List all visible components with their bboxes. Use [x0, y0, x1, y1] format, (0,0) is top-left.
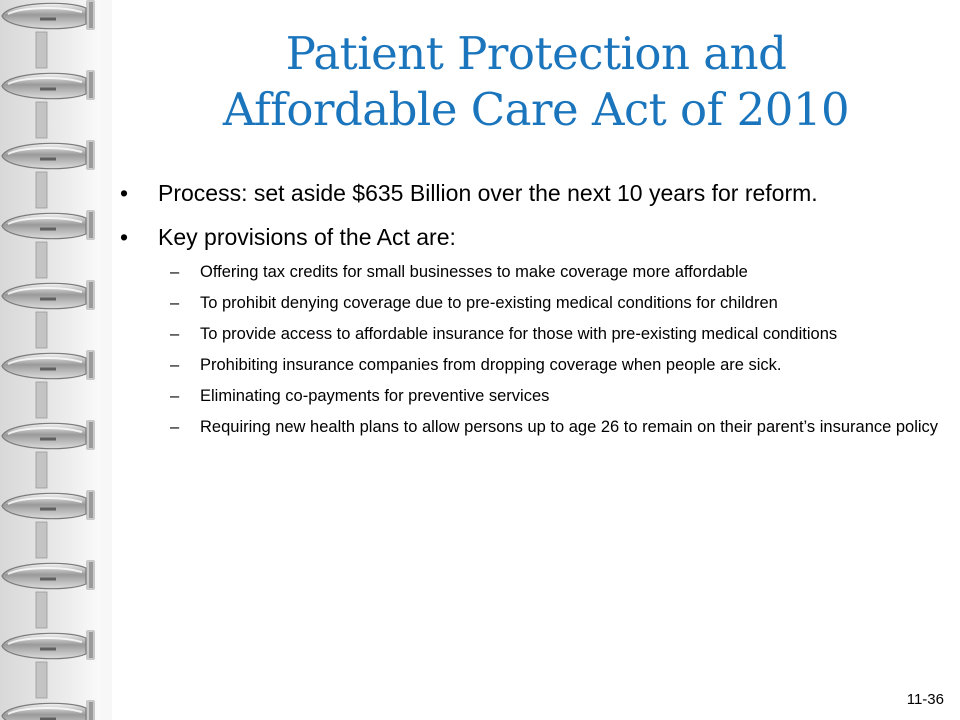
slide-content: [118, 178, 948, 448]
slide-title: [112, 26, 960, 138]
provisions-list: [118, 262, 948, 438]
sub-bullet-marker: –: [170, 325, 180, 343]
slide-page-number: 11-36: [906, 691, 944, 708]
slide-title-line-1: Patient Protection and: [285, 27, 787, 80]
provision-text: Offering tax credits for small businesses to make coverage more affordable: [200, 263, 748, 281]
bullet-text: Process: set aside $635 Billion over the next 10 years for reform.: [158, 180, 818, 206]
provision-text: To prohibit denying coverage due to pre-existing medical conditions for children: [200, 294, 778, 312]
spiral-binding-icon: [0, 0, 112, 720]
provision-item: [118, 293, 948, 314]
sub-bullet-marker: –: [170, 418, 180, 436]
provision-text: Requiring new health plans to allow persons up to age 26 to remain on their parent’s insurance policy: [200, 418, 939, 436]
bullet-text: Key provisions of the Act are:: [158, 224, 456, 250]
sub-bullet-marker: –: [170, 356, 180, 374]
slide-title-line-2: Affordable Care Act of 2010: [222, 83, 850, 136]
provision-item: [118, 386, 948, 407]
bullet-process: [118, 178, 948, 208]
bullet-marker: •: [120, 224, 129, 250]
provision-item: [118, 355, 948, 376]
provision-item: [118, 417, 948, 438]
bullet-key-provisions: [118, 222, 948, 252]
provision-text: Eliminating co-payments for preventive services: [200, 387, 550, 405]
provision-item: [118, 324, 948, 345]
sub-bullet-marker: –: [170, 263, 180, 281]
bullet-marker: •: [120, 180, 129, 206]
provision-item: [118, 262, 948, 283]
provision-text: To provide access to affordable insurance for those with pre-existing medical conditions: [200, 325, 838, 343]
provision-text: Prohibiting insurance companies from dropping coverage when people are sick.: [200, 356, 782, 374]
spiral-binding: [0, 0, 112, 720]
sub-bullet-marker: –: [170, 387, 180, 405]
sub-bullet-marker: –: [170, 294, 180, 312]
